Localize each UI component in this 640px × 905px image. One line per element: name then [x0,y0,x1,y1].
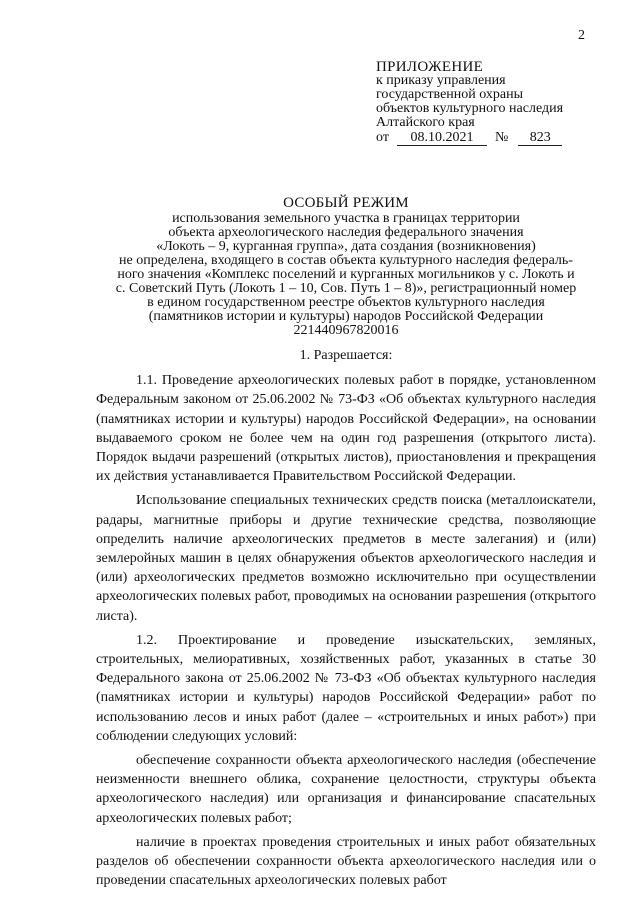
appendix-line: государственной охраны [376,87,524,102]
title-line: в едином государственном реестре объектов культурного наследия [147,295,545,310]
order-date: 08.10.2021 [397,131,487,146]
appendix-line: объектов культурного наследия [376,101,564,116]
registration-number: 221440967820016 [293,323,399,338]
number-sign: № [494,130,509,145]
appendix-line: к приказу управления [376,73,506,88]
paragraph: 1.2. Проектирование и проведение изыскательских, земляных, строительных, мелиоративных, хозяйственных работ, указанных в статье 30 Федерального закона от 25.06.2002 № 73-ФЗ «Об объектах культурного наследия (памятниках истории и культуры) народов Российской Федерации» работ по использованию лесов и иных работ (далее – «строительных и иных работ») при соблюдении следующих условий: [96,632,596,744]
document-body [96,346,596,890]
paragraph: обеспечение сохранности объекта археологического наследия (обеспечение неизменности внешнего облика, сохранение целостности, структуры объекта археологического наследия) или организация и финансирование спасательных археологических полевых работ; [96,753,596,826]
document-title: ОСОБЫЙ РЕЖИМ [283,195,409,211]
appendix-line: Алтайского края [376,115,475,130]
paragraph: 1.1. Проведение археологических полевых работ в порядке, установленном Федеральным законом от 25.06.2002 № 73-ФЗ «Об объектах культурного наследия (памятниках истории и культуры) народов Российской Федерации», на основании выдаваемого сроком не более чем на один год разрешения (открытого листа). Порядок выдачи разрешений (открытых листов), приостановления и прекращения их действия устанавливается Правительством Российской Федерации. [96,373,596,485]
document-title-block [96,196,596,338]
page-number: 2 [578,28,585,43]
section-heading: 1. Разрешается: [299,348,393,363]
paragraph: наличие в проектах проведения строительных и иных работ обязательных разделов об обеспечении сохранности объекта археологического наследия или о проведении спасательных археологических полевых работ [96,834,596,889]
appendix-block [376,60,616,146]
title-line: использования земельного участка в границах территории [172,211,520,226]
order-reference [376,131,616,146]
title-line: (памятников истории и культуры) народов Российской Федерации [148,309,544,324]
title-line: не определена, входящего в состав объекта культурного наследия федераль- [119,253,573,268]
appendix-heading: ПРИЛОЖЕНИЕ [376,59,484,75]
title-line: ного значения «Комплекс поселений и курганных могильников у с. Локоть и [117,267,575,282]
title-line: с. Советский Путь (Локоть 1 – 10, Сов. Путь 1 – 8)», регистрационный номер [115,281,577,296]
from-label: от [376,130,389,145]
order-number: 823 [518,131,562,146]
title-line: «Локоть – 9, курганная группа», дата создания (возникновения) [156,239,536,254]
title-line: объекта археологического наследия федерального значения [168,225,524,240]
paragraph: Использование специальных технических средств поиска (металлоискатели, радары, магнитные приборы и другие технические средства, позволяющие определить наличие археологических предметов в месте залегания) и (или) землеройных машин в целях обнаружения объектов археологического наследия и (или) археологических предметов возможно исключительно при осуществлении археологических полевых работ, проводимых на основании разрешения (открытого листа). [96,493,596,624]
